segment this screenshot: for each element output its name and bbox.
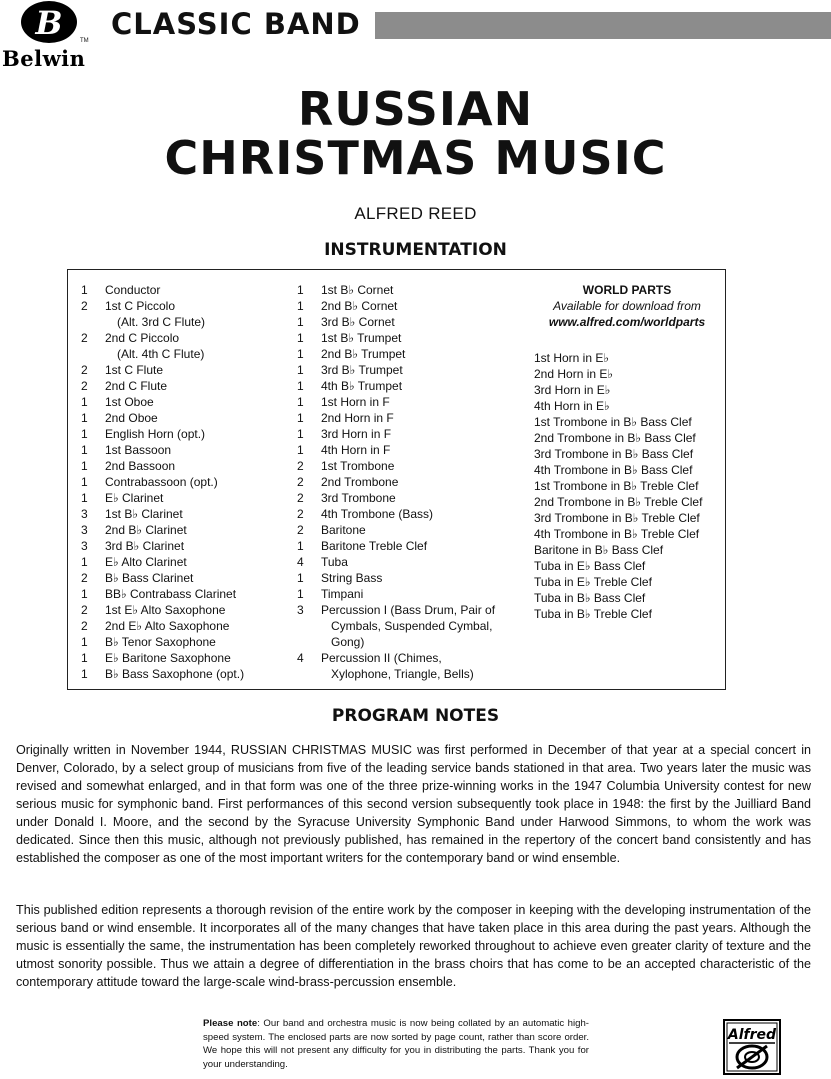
belwin-b-logo <box>20 0 78 44</box>
instrument-row <box>297 522 512 538</box>
instrument-quantity: 2 <box>81 299 88 313</box>
instrument-name: B♭ Bass Saxophone (opt.) <box>105 667 245 681</box>
instrument-name: Baritone Treble Clef <box>321 539 428 553</box>
instrument-name: 3rd B♭ Cornet <box>321 315 395 329</box>
instrument-quantity: 1 <box>297 395 304 409</box>
instrument-quantity: 1 <box>297 571 304 585</box>
instrument-name: Gong) <box>331 635 365 649</box>
instrument-row <box>297 362 512 378</box>
instrument-row <box>81 298 286 314</box>
instrument-row <box>81 618 286 634</box>
instrument-quantity: 2 <box>81 363 88 377</box>
instrument-quantity: 1 <box>297 283 304 297</box>
instrument-name: E♭ Baritone Saxophone <box>105 651 231 665</box>
world-part-item: 2nd Horn in E♭ <box>534 367 614 381</box>
instrument-quantity: 2 <box>81 603 88 617</box>
instrument-name: 2nd Trombone <box>321 475 399 489</box>
instrument-quantity: 1 <box>81 443 88 457</box>
world-part-item: 4th Trombone in B♭ Treble Clef <box>534 527 700 541</box>
instrument-row <box>81 522 286 538</box>
instrument-quantity: 1 <box>81 427 88 441</box>
world-parts-title: WORLD PARTS <box>582 283 672 297</box>
instrument-name: 2nd Horn in F <box>321 411 394 425</box>
logo-letter: B <box>35 4 63 42</box>
instrument-row <box>297 426 512 442</box>
title-line-1: RUSSIAN <box>297 82 534 136</box>
instrument-row <box>297 634 512 650</box>
composer-name: ALFRED REED <box>354 204 477 223</box>
instrument-row <box>297 378 512 394</box>
instrument-name: 1st Oboe <box>105 395 154 409</box>
instrument-quantity <box>81 314 105 330</box>
instrument-quantity: 1 <box>297 427 304 441</box>
instrument-name: 1st B♭ Cornet <box>321 283 394 297</box>
instrument-row <box>297 538 512 554</box>
instrument-name: English Horn (opt.) <box>105 427 206 441</box>
instrument-quantity: 1 <box>81 459 88 473</box>
series-title: CLASSIC BAND <box>111 7 361 41</box>
instrument-row <box>81 506 286 522</box>
instrument-name: (Alt. 4th C Flute) <box>117 347 205 361</box>
instrument-row <box>297 298 512 314</box>
instrument-quantity: 1 <box>297 347 304 361</box>
instrument-name: 2nd Bassoon <box>105 459 176 473</box>
instrument-name: 1st Horn in F <box>321 395 390 409</box>
instrument-quantity: 2 <box>297 475 304 489</box>
instrument-quantity: 3 <box>297 603 304 617</box>
instrument-quantity <box>81 346 105 362</box>
instrument-name: Cymbals, Suspended Cymbal, <box>331 619 493 633</box>
instrument-row <box>81 490 286 506</box>
instrument-quantity: 1 <box>297 331 304 345</box>
instrument-row <box>81 570 286 586</box>
instrument-name: Percussion I (Bass Drum, Pair of <box>321 603 496 617</box>
publisher-name: Belwin <box>2 46 86 71</box>
instrument-row <box>297 490 512 506</box>
instrument-quantity: 1 <box>81 491 88 505</box>
world-part-item: Tuba in B♭ Treble Clef <box>534 607 652 621</box>
instrument-name: String Bass <box>321 571 383 585</box>
instrument-quantity: 3 <box>81 523 88 537</box>
instrument-quantity: 2 <box>297 507 304 521</box>
instrument-row <box>297 554 512 570</box>
instrument-name: E♭ Clarinet <box>105 491 164 505</box>
world-part-item: 1st Trombone in B♭ Bass Clef <box>534 415 692 429</box>
instrument-quantity: 1 <box>297 587 304 601</box>
world-part-item: 4th Trombone in B♭ Bass Clef <box>534 463 693 477</box>
collation-note <box>203 1017 589 1071</box>
instrument-name: 2nd C Flute <box>105 379 168 393</box>
world-parts-panel <box>534 282 720 622</box>
instrument-quantity <box>297 666 321 682</box>
instrument-row <box>297 506 512 522</box>
instrumentation-box <box>67 269 726 690</box>
instrument-name: 4th Trombone (Bass) <box>321 507 434 521</box>
instrument-quantity: 1 <box>81 411 88 425</box>
world-part-item: 3rd Horn in E♭ <box>534 383 611 397</box>
note-label: Please note <box>203 1018 258 1029</box>
instrument-row <box>81 554 286 570</box>
instrument-quantity: 3 <box>81 539 88 553</box>
instrument-name: 3rd B♭ Trumpet <box>321 363 403 377</box>
world-part-item: 2nd Trombone in B♭ Treble Clef <box>534 495 703 509</box>
instrument-row <box>81 586 286 602</box>
instrument-quantity: 1 <box>297 379 304 393</box>
instrument-row <box>81 666 286 682</box>
instrument-row <box>81 458 286 474</box>
instrument-quantity: 4 <box>297 555 304 569</box>
world-part-item: Baritone in B♭ Bass Clef <box>534 543 664 557</box>
instrument-row <box>81 538 286 554</box>
instrument-name: Contrabassoon (opt.) <box>105 475 218 489</box>
instrument-row <box>297 410 512 426</box>
world-part-item: 3rd Trombone in B♭ Bass Clef <box>534 447 694 461</box>
alfred-logo <box>723 1019 781 1075</box>
instrument-quantity: 4 <box>297 651 304 665</box>
instrument-quantity: 1 <box>297 299 304 313</box>
instrument-name: 1st C Piccolo <box>105 299 176 313</box>
instrument-name: E♭ Alto Clarinet <box>105 555 187 569</box>
world-parts-subtitle: Available for download from <box>553 299 701 313</box>
header-bar <box>375 12 831 39</box>
instrument-row <box>297 394 512 410</box>
instrument-row <box>81 442 286 458</box>
instrument-quantity: 1 <box>81 283 88 297</box>
instrumentation-heading: INSTRUMENTATION <box>324 240 507 260</box>
instrument-name: (Alt. 3rd C Flute) <box>117 315 206 329</box>
instrument-name: 1st Trombone <box>321 459 395 473</box>
instrument-row <box>81 474 286 490</box>
world-part-item: 3rd Trombone in B♭ Treble Clef <box>534 511 700 525</box>
instrument-quantity: 2 <box>81 379 88 393</box>
instrument-row <box>297 314 512 330</box>
instrument-row <box>81 410 286 426</box>
instrument-row <box>81 602 286 618</box>
instrument-name: 2nd E♭ Alto Saxophone <box>105 619 230 633</box>
instrument-row <box>297 442 512 458</box>
program-notes-heading: PROGRAM NOTES <box>331 706 500 726</box>
instrument-quantity: 1 <box>81 587 88 601</box>
instrument-quantity: 1 <box>297 411 304 425</box>
program-notes-paragraph-1: Originally written in November 1944, RUSSIAN CHRISTMAS MUSIC was first performed in December of that year at a special concert in Denver, Colorado, by a select group of musicians from five of the leading service bands stationed in that area. Two years later the music was revised and somewhat enlarged, and in that form was one of the three prize-winning works in the 1947 Columbia University contest for new serious music for symphonic band. First performances of this second version subsequently took place in 1948: the first by the Juilliard Band under Donald I. Moore, and the second by the Syracuse University Symphonic Band under Harwood Simmons, to whom the work was dedicated. Since then this music, although not previously published, has remained in the repertory of the concert band consistently and has established the composer as one of the most important writers for the contemporary band or wind ensemble. <box>16 743 811 865</box>
world-part-item: 4th Horn in E♭ <box>534 399 610 413</box>
instrument-quantity <box>297 618 321 634</box>
world-parts-list <box>534 350 720 622</box>
instrument-row <box>81 394 286 410</box>
instrument-row <box>297 458 512 474</box>
instrument-quantity: 1 <box>81 475 88 489</box>
instrument-row <box>81 650 286 666</box>
instrument-name: 2nd B♭ Cornet <box>321 299 398 313</box>
instrument-name: 2nd Oboe <box>105 411 158 425</box>
instrument-name: 4th Horn in F <box>321 443 391 457</box>
instrument-row <box>81 314 286 330</box>
world-part-item: 1st Trombone in B♭ Treble Clef <box>534 479 699 493</box>
instrument-name: B♭ Tenor Saxophone <box>105 635 216 649</box>
instrument-row <box>81 330 286 346</box>
instrument-quantity: 3 <box>81 507 88 521</box>
note-text: : Our band and orchestra music is now being collated by an automatic high-speed system. The enclosed parts are now sorted by page count, rather than score order. We hope this will not present any difficulty for you in distributing the parts. Thank you for your understanding. <box>203 1018 589 1070</box>
instrument-name: Conductor <box>105 283 161 297</box>
instrument-quantity: 2 <box>81 331 88 345</box>
instrument-row <box>81 634 286 650</box>
instrument-quantity: 1 <box>81 555 88 569</box>
instrument-row <box>297 346 512 362</box>
instrument-row <box>297 618 512 634</box>
instrument-quantity: 1 <box>297 443 304 457</box>
instrument-name: Baritone <box>321 523 366 537</box>
instrument-row <box>81 346 286 362</box>
instrument-column-2 <box>297 282 512 682</box>
instrument-name: 2nd B♭ Clarinet <box>105 523 187 537</box>
instrument-name: B♭ Bass Clarinet <box>105 571 194 585</box>
instrument-name: 1st B♭ Clarinet <box>105 507 183 521</box>
instrument-name: 3rd B♭ Clarinet <box>105 539 185 553</box>
world-part-item: 1st Horn in E♭ <box>534 351 610 365</box>
instrument-column-1 <box>81 282 286 682</box>
instrument-name: 2nd B♭ Trumpet <box>321 347 406 361</box>
instrument-quantity: 1 <box>81 635 88 649</box>
program-notes-paragraph-2: This published edition represents a thorough revision of the entire work by the composer in keeping with the developing instrumentation of the serious band or wind ensemble. It incorporates all of the many changes that have taken place in this area during the past years. Although the music is essentially the same, the instrumentation has been completely reworked throughout to achieve even greater clarity of texture and the utmost sonority possible. Thus we attain a degree of differentiation in the brass choirs that has come to be an accepted characteristic of the contemporary attitude toward the large-scale wind-brass-percussion ensemble. <box>16 903 811 989</box>
instrument-quantity: 1 <box>81 651 88 665</box>
instrument-quantity: 1 <box>297 539 304 553</box>
instrument-row <box>297 602 512 618</box>
instrument-name: 2nd C Piccolo <box>105 331 180 345</box>
world-part-item: Tuba in E♭ Bass Clef <box>534 559 646 573</box>
instrument-name: 3rd Horn in F <box>321 427 392 441</box>
world-part-item: Tuba in B♭ Bass Clef <box>534 591 646 605</box>
instrument-name: 1st B♭ Trumpet <box>321 331 402 345</box>
instrument-quantity: 2 <box>297 459 304 473</box>
instrument-quantity: 2 <box>81 619 88 633</box>
instrument-row <box>297 586 512 602</box>
instrument-name: Timpani <box>321 587 364 601</box>
world-part-item: 2nd Trombone in B♭ Bass Clef <box>534 431 696 445</box>
alfred-logo-text: Alfred <box>727 1027 777 1043</box>
instrument-row <box>81 362 286 378</box>
instrument-name: 4th B♭ Trumpet <box>321 379 403 393</box>
world-parts-url[interactable]: www.alfred.com/worldparts <box>548 315 706 329</box>
instrument-quantity: 1 <box>297 315 304 329</box>
instrument-quantity: 2 <box>297 523 304 537</box>
world-part-item: Tuba in E♭ Treble Clef <box>534 575 652 589</box>
instrument-name: Tuba <box>321 555 348 569</box>
instrument-row <box>81 378 286 394</box>
instrument-quantity: 1 <box>81 395 88 409</box>
instrument-quantity <box>297 634 321 650</box>
instrument-name: Xylophone, Triangle, Bells) <box>331 667 474 681</box>
instrument-row <box>81 282 286 298</box>
title-line-2: CHRISTMAS MUSIC <box>164 131 667 185</box>
instrument-row <box>297 474 512 490</box>
instrument-name: 3rd Trombone <box>321 491 396 505</box>
instrument-quantity: 2 <box>297 491 304 505</box>
instrument-row <box>297 666 512 682</box>
instrument-row <box>297 330 512 346</box>
instrument-quantity: 1 <box>297 363 304 377</box>
instrument-quantity: 1 <box>81 667 88 681</box>
instrument-row <box>297 650 512 666</box>
instrument-row <box>81 426 286 442</box>
instrument-quantity: 2 <box>81 571 88 585</box>
instrument-name: 1st Bassoon <box>105 443 172 457</box>
instrument-name: BB♭ Contrabass Clarinet <box>105 587 237 601</box>
instrument-row <box>297 282 512 298</box>
instrument-name: 1st E♭ Alto Saxophone <box>105 603 226 617</box>
trademark-mark: TM <box>80 38 89 44</box>
instrument-name: 1st C Flute <box>105 363 164 377</box>
instrument-row <box>297 570 512 586</box>
instrument-name: Percussion II (Chimes, <box>321 651 442 665</box>
